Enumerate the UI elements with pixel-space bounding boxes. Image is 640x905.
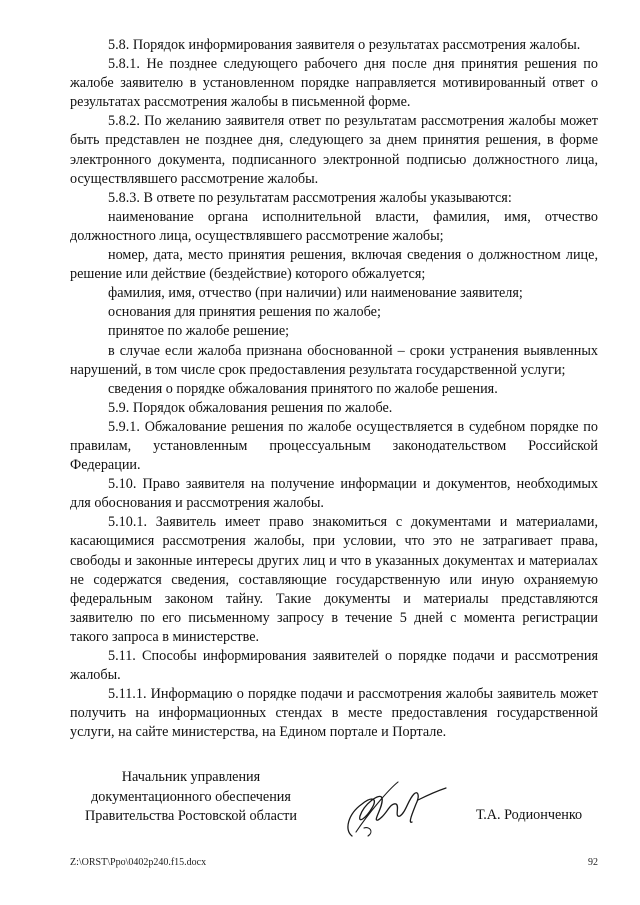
signatory-title-line: документационного обеспечения — [91, 788, 291, 805]
paragraph: номер, дата, место принятия решения, включая сведения о должностном лице, решение или действие (бездействие) которого обжалуется; — [70, 247, 598, 283]
file-path: Z:\ORST\Ppo\0402p240.f15.docx — [70, 857, 207, 868]
paragraph: 5.11.1. Информацию о порядке подачи и рассмотрения жалобы заявитель может получить на информационных стендах в месте предоставления государственной услуги, на сайте министерства, на Едином портале и Портале. — [70, 686, 598, 741]
handwritten-signature — [338, 774, 458, 844]
paragraph: 5.9. Порядок обжалования решения по жалобе. — [108, 399, 393, 416]
paragraph: 5.8.1. Не позднее следующего рабочего дня после дня принятия решения по жалобе заявителю в установленном порядке направляется мотивированный ответ о результатах рассмотрения жалобы в письменной форме. — [70, 56, 598, 111]
signatory-title-line: Начальник управления — [121, 769, 261, 785]
signatory-title-line: Правительства Ростовской области — [85, 808, 297, 824]
page-number: 92 — [588, 857, 598, 868]
paragraph: 5.11. Способы информирования заявителей о порядке подачи и рассмотрения жалобы. — [70, 648, 598, 684]
body-text — [70, 36, 598, 742]
paragraph: 5.10. Право заявителя на получение информации и документов, необходимых для обоснования и рассмотрения жалобы. — [70, 476, 598, 512]
paragraph: сведения о порядке обжалования принятого по жалобе решения. — [108, 380, 498, 397]
paragraph: 5.9.1. Обжалование решения по жалобе осуществляется в судебном порядке по правилам, установленным процессуальным законодательством Российской Федерации. — [70, 418, 598, 474]
paragraph: в случае если жалоба признана обоснованной – сроки устранения выявленных нарушений, в том числе срок предоставления результата государственной услуги; — [70, 342, 598, 378]
paragraph: 5.8.2. По желанию заявителя ответ по результатам рассмотрения жалобы может быть представлен не позднее дня, следующего за днем принятия решения, в форме электронного документа, подписанного электронной подписью должностного лица, осуществлявшего рассмотрение жалобы. — [70, 113, 598, 187]
paragraph: 5.8.3. В ответе по результатам рассмотрения жалобы указываются: — [108, 189, 512, 206]
paragraph: 5.10.1. Заявитель имеет право знакомиться с документами и материалами, касающимися рассмотрения жалобы, при условии, что это не затрагивает права, свободы и законные интересы других лиц и что в указанных документах и материалах не содержатся сведения, составляющие государственную или иную охраняемую федеральным законом тайну. Такие документы и материалы представляются заявителю по его письменному запросу в течение 5 дней с момента регистрации такого запроса в министерстве. — [70, 514, 598, 645]
signatory-name: Т.А. Родионченко — [476, 807, 583, 823]
paragraph: фамилия, имя, отчество (при наличии) или наименование заявителя; — [108, 285, 523, 302]
paragraph: 5.8. Порядок информирования заявителя о результатах рассмотрения жалобы. — [108, 37, 581, 53]
paragraph: основания для принятия решения по жалобе; — [108, 304, 381, 321]
signatory-title — [66, 768, 316, 827]
paragraph: принятое по жалобе решение; — [108, 323, 290, 340]
paragraph: наименование органа исполнительной власти, фамилия, имя, отчество должностного лица, осуществлявшего рассмотрение жалобы; — [70, 208, 598, 244]
